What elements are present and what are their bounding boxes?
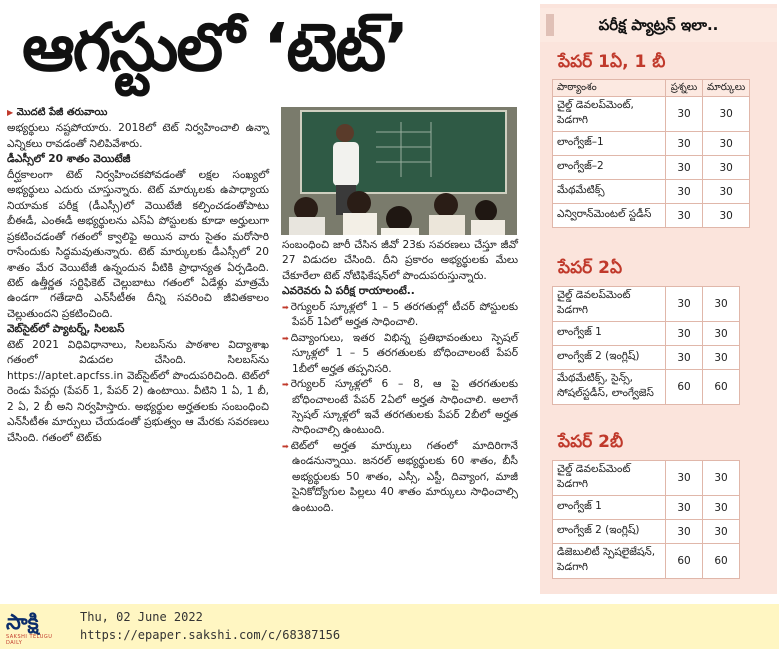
paper1-title: పేపర్ 1ఏ, 1 బీ <box>558 52 666 72</box>
row-subject: మేథమేటిక్స్, సైన్స్, సోషల్‌స్టడీస్, లాంగ్వేజెస్ <box>553 370 666 405</box>
row-subject: లాంగ్వేజ్ 2 (ఇంగ్లిష్) <box>553 346 666 370</box>
paper2a-table <box>552 286 740 405</box>
middle-bullet-1: ➡ రెగ్యులర్ స్కూళ్లలో 1 – 5 తరగతుల్లో టీచర్ పోస్టులకు పేపర్ 1ఏలో అర్హత సాధించాలి. <box>282 300 518 331</box>
middle-subheading: ఎవరెవరు ఏ పరీక్ష రాయాలంటే.. <box>282 285 415 298</box>
row-subject: లాంగ్వేజ్–1 <box>553 132 666 156</box>
table-row <box>553 322 740 346</box>
row-questions: 30 <box>666 156 703 180</box>
header-marks: మార్కులు <box>703 80 750 97</box>
paper2b-table <box>552 460 740 579</box>
row-marks: 30 <box>703 346 740 370</box>
table-row <box>553 461 740 496</box>
row-questions: 30 <box>666 322 703 346</box>
row-marks: 30 <box>703 204 750 228</box>
table-row <box>553 204 750 228</box>
row-marks: 30 <box>703 180 750 204</box>
row-marks: 30 <box>703 496 740 520</box>
paper1-table <box>552 79 750 228</box>
table-row <box>553 132 750 156</box>
middle-bullet-3: ➡ రెగ్యులర్ స్కూళ్లలో 6 – 8, ఆ పై తరగతులకు బోధించాలంటే పేపర్ 2ఏలో అర్హత సాధించాలి. అలాగే స్పెషల్ స్కూళ్లలో ఇవే తరగతులకు పేపర్ 2బీలో అర్హత సాధించాల్సి ఉంటుంది. <box>282 377 518 439</box>
row-questions: 30 <box>666 204 703 228</box>
exam-pattern-title: పరీక్ష ప్యాట్రన్ ఇలా.. <box>540 8 777 42</box>
row-marks: 30 <box>703 322 740 346</box>
table-row <box>553 97 750 132</box>
left-subheading-1: డీఎస్సీలో 20 శాతం వెయిటేజీ <box>7 153 131 166</box>
row-subject: చైల్డ్ డెవలప్‌మెంట్, పెడగాగి <box>553 97 666 132</box>
table-row <box>553 346 740 370</box>
row-subject: లాంగ్వేజ్ 1 <box>553 496 666 520</box>
row-marks: 30 <box>703 461 740 496</box>
edition-date: Thu, 02 June 2022 <box>80 610 203 624</box>
paper2a-title: పేపర్ 2ఏ <box>558 258 623 278</box>
paper2b-title: పేపర్ 2బీ <box>558 432 624 452</box>
row-subject: డిజెబులిటీ స్పెషలైజేషన్, పెడగాగి <box>553 544 666 579</box>
row-subject: లాంగ్వేజ్–2 <box>553 156 666 180</box>
row-subject: చైల్డ్ డెవలప్‌మెంట్ పెడగాగి <box>553 461 666 496</box>
header-subject: పాఠ్యాంశం <box>553 80 666 97</box>
table-row <box>553 370 740 405</box>
middle-column <box>282 238 518 516</box>
row-marks: 60 <box>703 370 740 405</box>
headline: ఆగస్టులో ‘టెట్’ <box>22 9 408 86</box>
table-row <box>553 544 740 579</box>
classroom-photo <box>281 107 517 235</box>
table-row <box>553 520 740 544</box>
row-subject: చైల్డ్ డెవలప్‌మెంట్ పెడగాగి <box>553 287 666 322</box>
middle-bullet-2: ➡ దివ్యాంగులు, ఇతర విభిన్న ప్రతిభావంతులు స్పెషల్ స్కూళ్లలో 1 – 5 తరగతులకు బోధించాలంటే పేపర్ 1బీలో అర్హత తప్పనిసరి. <box>282 331 518 377</box>
left-column <box>7 105 269 446</box>
epaper-link[interactable]: https://epaper.sakshi.com/c/68387156 <box>80 628 341 642</box>
left-subheading-2: వెబ్‌సైట్‌లో ప్యాటర్న్, సిలబస్ <box>7 323 125 336</box>
continued-label: ▶ మొదటి పేజీ తరువాయి <box>7 107 108 118</box>
exam-pattern-box <box>540 4 777 594</box>
header-questions: ప్రశ్నలు <box>666 80 703 97</box>
classroom-photo-illustration <box>281 107 517 235</box>
row-questions: 30 <box>666 97 703 132</box>
middle-bullet-4: ➡ టెట్‌లో అర్హత మార్కులు గతంలో మాదిరిగానే ఉండనున్నాయి. జనరల్ అభ్యర్థులకు 60 శాతం, బీసీ అభ్యర్థులకు 50 శాతం, ఎస్సీ, ఎస్టీ, దివ్యాంగ, మాజీ సైనికోద్యోగుల పిల్లలు 40 శాతం మార్కులు సాధించాల్సి ఉంటుంది. <box>282 439 518 516</box>
row-subject: మేథమేటిక్స్ <box>553 180 666 204</box>
middle-paragraph-1: సంబంధించి జారీ చేసిన జీవో 23కు సవరణలు చేస్తూ జీవో 27 విడుదల చేసింది. దీని ప్రకారం అభ్యర్థులకు మేలు చేకూరేలా టెట్ నోటిఫికేషన్‌లో పొందుపరుస్తున్నారు. <box>282 239 518 282</box>
logo-subtitle: SAKSHI TELUGU DAILY <box>6 634 53 646</box>
row-questions: 30 <box>666 180 703 204</box>
row-marks: 30 <box>703 287 740 322</box>
row-marks: 30 <box>703 520 740 544</box>
row-questions: 30 <box>666 461 703 496</box>
row-marks: 60 <box>703 544 740 579</box>
left-paragraph-1: అభ్యర్థులు నష్టపోయారు. 2018లో టెట్ నిర్వహించాలి ఉన్నా ఎన్నికలు రావడంతో నిలిపివేశారు. <box>7 122 269 150</box>
epaper-footer <box>0 604 779 649</box>
row-marks: 30 <box>703 132 750 156</box>
row-marks: 30 <box>703 97 750 132</box>
row-questions: 30 <box>666 346 703 370</box>
row-marks: 30 <box>703 156 750 180</box>
left-paragraph-2: దీర్ఘకాలంగా టెట్ నిర్వహించకపోవడంతో లక్షల సంఖ్యలో అభ్యర్థులు ఎదురు చూస్తున్నారు. టెట్ మార్కులకు ఉపాధ్యాయ నియామక పరీక్ష (డీఎస్సీ)లో వెయిటేజీ కల్పించడంతోపాటు బీఈడీ, ఎంఈడీ అభ్యర్థులను ఎస్‌ఏ పోస్టులకు కూడా అర్హులుగా ప్రకటించడంతో గతంలో క్వాలిఫై అయిన వారు సైతం మరోసారి రాసేందుకు సిద్ధమవుతున్నారు. టెట్ మార్కులకు డీఎస్సీలో 20 శాతం మేర వెయిటేజీ ఉన్నందున వీటికి ప్రాధాన్యత ఏర్పడింది. టెట్ ఉత్తీర్ణత సర్టిఫికెట్ చెల్లుబాటు గతంలో ఏడేళ్లు మాత్రమే ఉండగా గతేడాది ఎన్‌సీటీఈ దీన్ని సవరించి జీవితకాలం చెల్లుతుందని ప్రకటించింది. <box>7 168 269 320</box>
table-row <box>553 287 740 322</box>
row-questions: 60 <box>666 544 703 579</box>
sakshi-logo <box>6 610 61 644</box>
table-row <box>553 156 750 180</box>
logo-text: సాక్షి <box>6 610 39 634</box>
row-questions: 30 <box>666 496 703 520</box>
row-subject: లాంగ్వేజ్ 2 (ఇంగ్లిష్) <box>553 520 666 544</box>
table-header-row <box>553 80 750 97</box>
row-questions: 30 <box>666 132 703 156</box>
row-subject: ఎన్విరాన్‌మెంటల్ స్టడీస్ <box>553 204 666 228</box>
row-questions: 30 <box>666 287 703 322</box>
left-paragraph-3: టెట్ 2021 విధివిధానాలు, సిలబస్‌ను పాఠశాల విద్యాశాఖ గతంలో విడుదల చేసింది. సిలబస్‌ను https://aptet.apcfss.in వెబ్‌సైట్‌లో పొందుపరిచింది. టెట్‌లో రెండు పేపర్లు (పేపర్ 1, పేపర్ 2) ఉంటాయి. వీటిని 1 ఏ, 1 బీ, 2 ఏ, 2 బీ అని నిర్వహిస్తారు. అభ్యర్థుల అర్హతలకు సంబంధించి ఎన్‌సీటీఈ మార్పులు చేయడంతో ప్రభుత్వం ఆ మేరకు సవరణలు చేసింది. గతంలో టెట్‌కు <box>7 338 269 444</box>
table-row <box>553 496 740 520</box>
row-subject: లాంగ్వేజ్ 1 <box>553 322 666 346</box>
table-row <box>553 180 750 204</box>
row-questions: 60 <box>666 370 703 405</box>
row-questions: 30 <box>666 520 703 544</box>
